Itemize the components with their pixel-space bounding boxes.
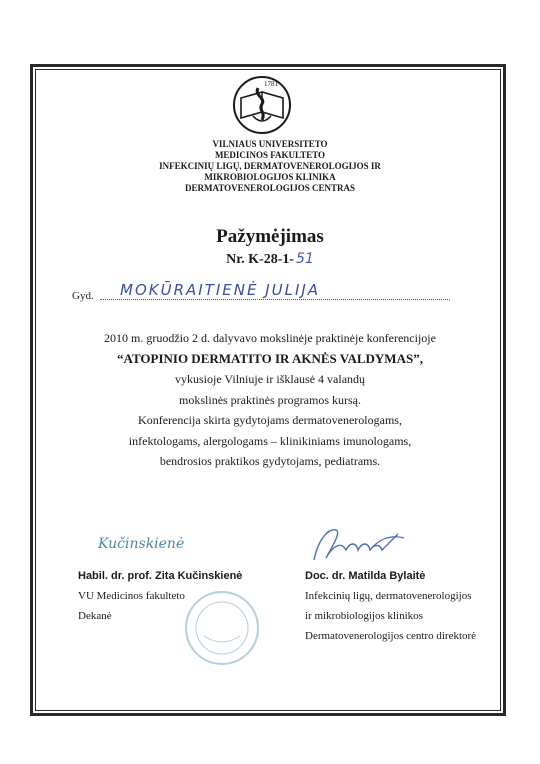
header-line: DERMATOVENEROLOGIJOS CENTRAS: [185, 183, 355, 193]
university-emblem-icon: [232, 74, 292, 136]
body-line: 2010 m. gruodžio 2 d. dalyvavo mokslinėje praktinėje konferencijoje: [104, 331, 436, 345]
right-signatory: [305, 566, 476, 646]
body-line: mokslinės praktinės programos kursą.: [179, 392, 361, 407]
right-signature-scrawl: [308, 520, 408, 570]
recipient-name-handwritten: MOKŪRAITIENĖ JULIJA: [120, 281, 321, 299]
certificate-number-handwritten: 51: [296, 251, 314, 267]
header-line: MIKROBIOLOGIJOS KLINIKA: [204, 172, 336, 182]
body-line: vykusioje Vilniuje ir išklausė 4 valandų: [174, 372, 366, 386]
right-signatory-line: Dermatovenerologijos centro direktorė: [305, 630, 477, 642]
right-signatory-line: Infekcinių ligų, dermatovenerologijos: [305, 590, 472, 602]
certificate-number: [80, 251, 460, 268]
recipient-label: Gyd.: [72, 290, 94, 302]
header-line: MEDICINOS FAKULTETO: [214, 150, 326, 160]
certificate-title: Pažymėjimas: [216, 226, 324, 247]
header-line: INFEKCINIŲ LIGŲ, DERMATOVENEROLOGIJOS IR: [159, 161, 381, 171]
left-signatory-name: Habil. dr. prof. Zita Kučinskienė: [78, 570, 243, 582]
certificate-body: [60, 328, 480, 472]
body-line: bendrosios praktikos gydytojams, pediatrams.: [159, 454, 381, 468]
event-title: “ATOPINIO DERMATITO IR AKNĖS VALDYMAS”,: [117, 350, 423, 366]
institution-header: [80, 139, 460, 194]
body-line: infektologams, alergologams – klinikiniams imunologams,: [128, 433, 412, 448]
recipient-dotted-line: [100, 299, 450, 300]
certificate-number-prefix: Nr. K-28-1-: [226, 252, 295, 267]
left-signature-scrawl: Kučinskienė: [98, 536, 185, 552]
emblem-year: 1781: [264, 80, 278, 88]
left-signatory-line: VU Medicinos fakulteto: [78, 590, 185, 602]
right-signatory-name: Doc. dr. Matilda Bylaitė: [305, 570, 426, 582]
right-signatory-line: ir mikrobiologijos klinikos: [305, 610, 423, 622]
body-line: Konferencija skirta gydytojams dermatovenerologams,: [138, 413, 402, 427]
left-signatory: [78, 566, 242, 626]
header-line: VILNIAUS UNIVERSITETO: [212, 139, 328, 149]
left-signatory-line: Dekanė: [78, 610, 112, 622]
